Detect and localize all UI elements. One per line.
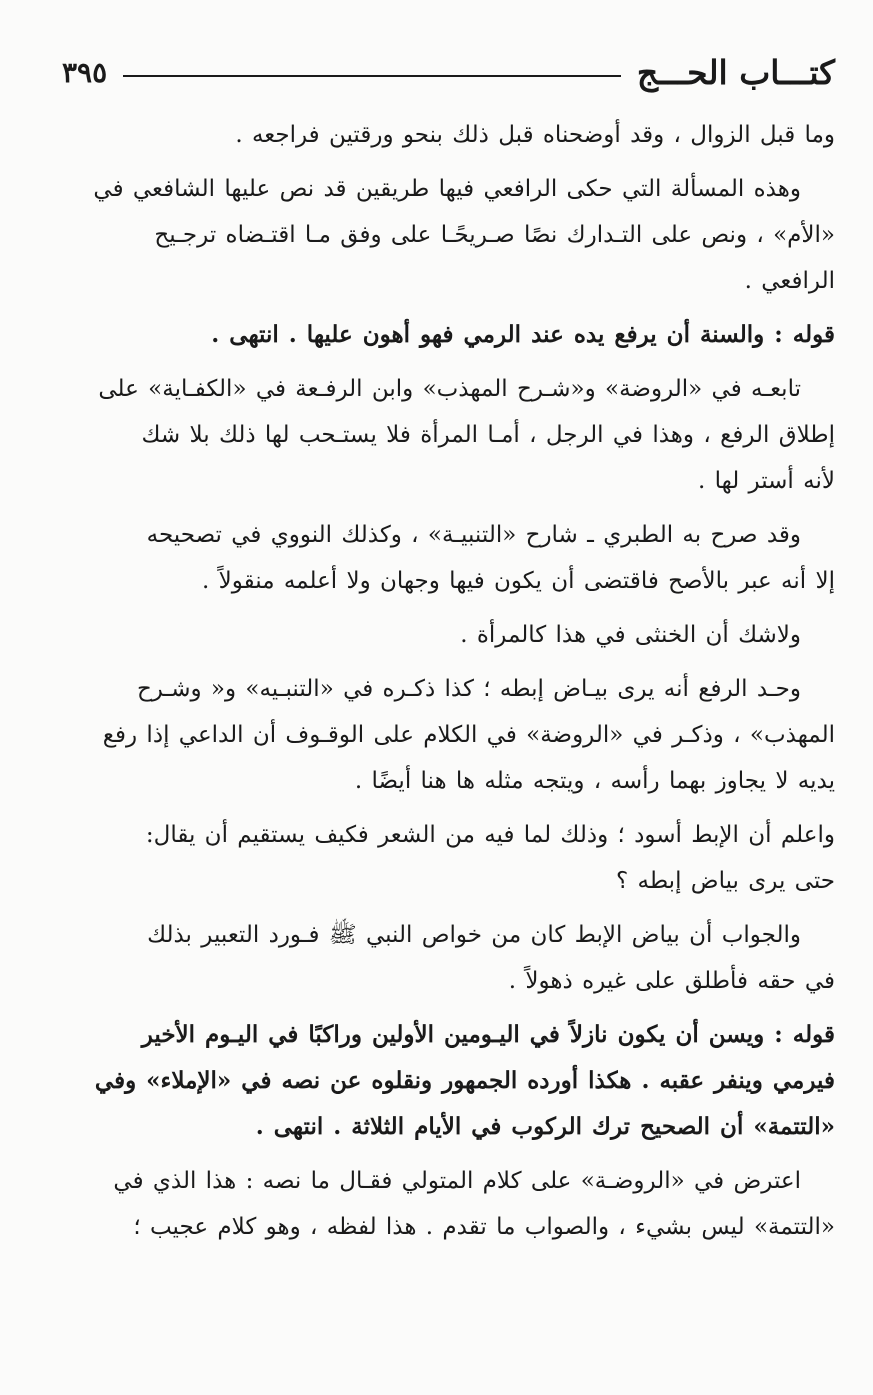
quoted-statement: قوله : ويسن أن يكون نازلاً في اليـومين الأولين وراكبًا في اليـوم الأخير	[141, 1021, 835, 1048]
text-line: في حقه فأطلق على غيره ذهولاً .	[508, 968, 835, 994]
text-line: وحـد الرفع أنه يرى بيـاض إبطه ؛ كذا ذكـره في «التنبـيه» و« وشـرح	[136, 676, 801, 702]
quoted-statement: قوله : والسنة أن يرفع يده عند الرمي فهو أهون عليها . انتهى .	[211, 321, 835, 348]
text-line: الرافعي .	[744, 268, 835, 294]
header-rule	[123, 75, 621, 77]
text-line: يديه لا يجاوز بهما رأسه ، ويتجه مثله ها هنا أيضًا .	[354, 768, 835, 794]
page-header	[62, 50, 835, 94]
text-line: «الأم» ، ونص على التـدارك نصًا صـريحًـا على وفق مـا اقتـضاه ترجـيح	[154, 222, 835, 248]
text-line: «التتمة» ليس بشيء ، والصواب ما تقدم . هذا لفظه ، وهو كلام عجيب ؛	[133, 1214, 835, 1240]
text-line: واعلم أن الإبط أسود ؛ وذلك لما فيه من الشعر فكيف يستقيم أن يقال:	[145, 822, 835, 848]
text-line: المهذب» ، وذكـر في «الروضة» في الكلام على الوقـوف أن الداعي إذا رفع	[102, 722, 835, 748]
page-number: ٣٩٥	[62, 55, 108, 89]
quoted-statement: فيرمي وينفر عقبه . هكذا أورده الجمهور ونقلوه عن نصه في «الإملاء» وفي	[94, 1067, 835, 1094]
text-line: وما قبل الزوال ، وقد أوضحناه قبل ذلك بنحو ورقتين فراجعه .	[235, 122, 835, 148]
text-line: اعترض في «الروضـة» على كلام المتولي فقـال ما نصه : هذا الذي في	[113, 1168, 801, 1194]
text-line: تابعـه في «الروضة» و«شـرح المهذب» وابن الرفـعة في «الكفـاية» على	[98, 376, 801, 402]
text-line: إلا أنه عبر بالأصح فاقتضى أن يكون فيها وجهان ولا أعلمه منقولاً .	[202, 568, 835, 594]
text-line: والجواب أن بياض الإبط كان من خواص النبي ﷺ فـورد التعبير بذلك	[147, 922, 801, 948]
running-head: كتـــاب الحـــج	[636, 52, 835, 92]
text-line: وهذه المسألة التي حكى الرافعي فيها طريقين قد نص عليها الشافعي في	[93, 176, 801, 202]
text-line: إطلاق الرفع ، وهذا في الرجل ، أمـا المرأة فلا يستـحب لها ذلك بلا شك	[141, 422, 835, 448]
text-line: ولاشك أن الخنثى في هذا كالمرأة .	[460, 622, 801, 648]
text-line: وقد صرح به الطبري ـ شارح «التنبيـة» ، وكذلك النووي في تصحيحه	[146, 522, 801, 548]
text-line: حتى يرى بياض إبطه ؟	[615, 868, 835, 894]
text-line: لأنه أستر لها .	[697, 468, 835, 494]
quoted-statement: «التتمة» أن الصحيح ترك الركوب في الأيام الثلاثة . انتهى .	[255, 1113, 835, 1140]
page-body	[60, 112, 835, 1250]
